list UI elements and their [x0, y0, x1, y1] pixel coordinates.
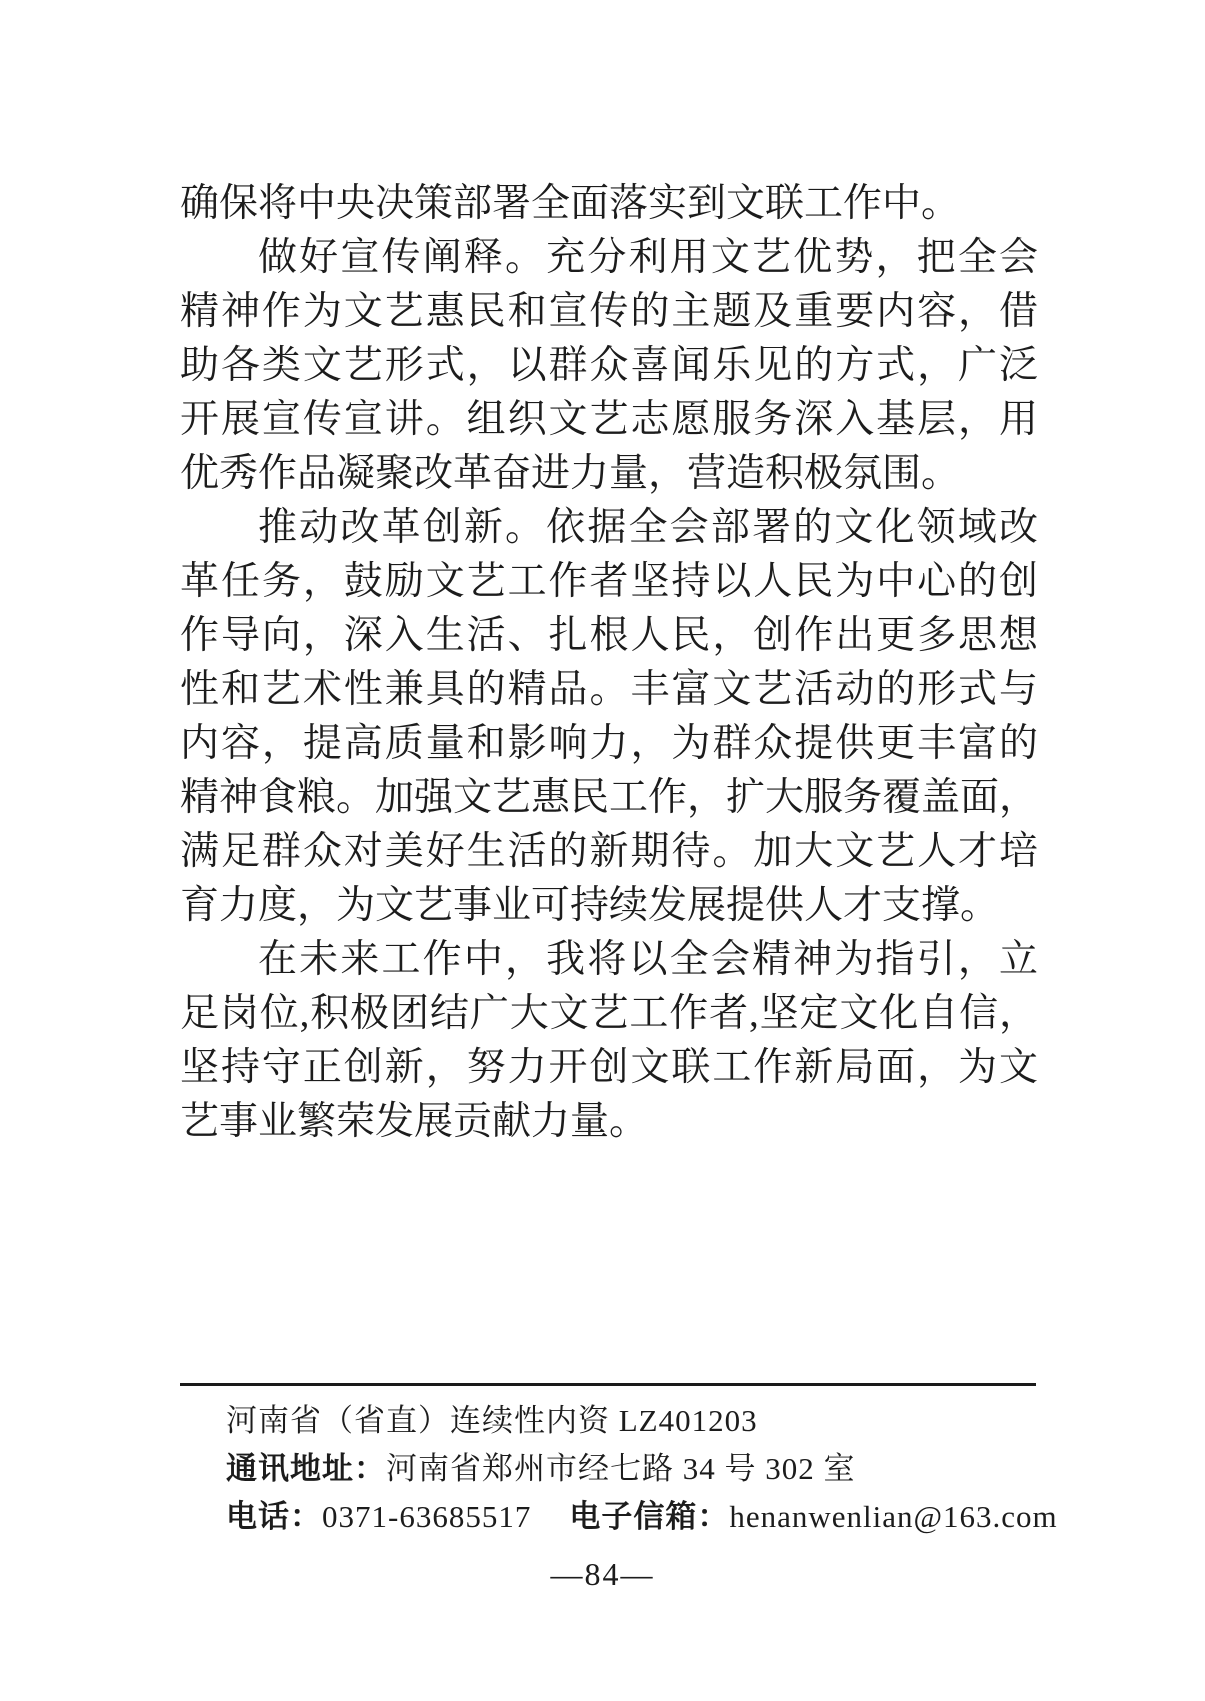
body-text-line: 助各类文艺形式，以群众喜闻乐见的方式，广泛: [180, 344, 1038, 387]
body-text-line: 在未来工作中，我将以全会精神为指引，立: [258, 938, 1038, 981]
body-text-line: 开展宣传宣讲。组织文艺志愿服务深入基层，用: [180, 398, 1038, 441]
body-text-line: 精神食粮。加强文艺惠民工作，扩大服务覆盖面，: [180, 776, 1039, 819]
body-text-line: 性和艺术性兼具的精品。丰富文艺活动的形式与: [180, 668, 1038, 711]
body-text-line: 确保将中央决策部署全面落实到文联工作中。: [180, 182, 961, 225]
body-text-line: 精神作为文艺惠民和宣传的主题及重要内容，借: [180, 290, 1038, 333]
address-label: 通讯地址：: [226, 1451, 386, 1486]
registration-text: 河南省（省直）连续性内资 LZ401203: [226, 1403, 758, 1438]
page-number: —84—: [550, 1556, 655, 1592]
phone-value: 0371-63685517: [322, 1499, 532, 1534]
email-label: 电子信箱：: [569, 1499, 730, 1534]
body-text-line: 艺事业繁荣发展贡献力量。: [180, 1100, 649, 1143]
body-text-line: 满足群众对美好生活的新期待。加大文艺人才培: [180, 830, 1038, 873]
body-text-line: 推动改革创新。依据全会部署的文化领域改: [258, 506, 1038, 549]
footer-contacts-row: [226, 1496, 1058, 1538]
footer-divider: [180, 1383, 1036, 1386]
body-text-line: 作导向，深入生活、扎根人民，创作出更多思想: [180, 614, 1038, 657]
body-text-line: 做好宣传阐释。充分利用文艺优势，把全会: [258, 236, 1038, 279]
body-text-line: 革任务，鼓励文艺工作者坚持以人民为中心的创: [180, 560, 1038, 603]
phone-label: 电话：: [226, 1499, 322, 1534]
body-text-line: 坚持守正创新，努力开创文联工作新局面，为文: [180, 1046, 1038, 1089]
email-value: henanwenlian@163.com: [729, 1499, 1058, 1534]
footer-address-row: [226, 1448, 856, 1490]
body-text-line: 育力度，为文艺事业可持续发展提供人才支撑。: [180, 884, 1000, 927]
footer-registration: [226, 1400, 758, 1442]
address-value: 河南省郑州市经七路 34 号 302 室: [386, 1451, 856, 1486]
body-text-line: 足岗位,积极团结广大文艺工作者,坚定文化自信，: [180, 992, 1038, 1035]
body-text-line: 优秀作品凝聚改革奋进力量，营造积极氛围。: [180, 452, 961, 495]
body-text-line: 内容，提高质量和影响力，为群众提供更丰富的: [180, 722, 1038, 765]
document-body: [180, 177, 1038, 1149]
